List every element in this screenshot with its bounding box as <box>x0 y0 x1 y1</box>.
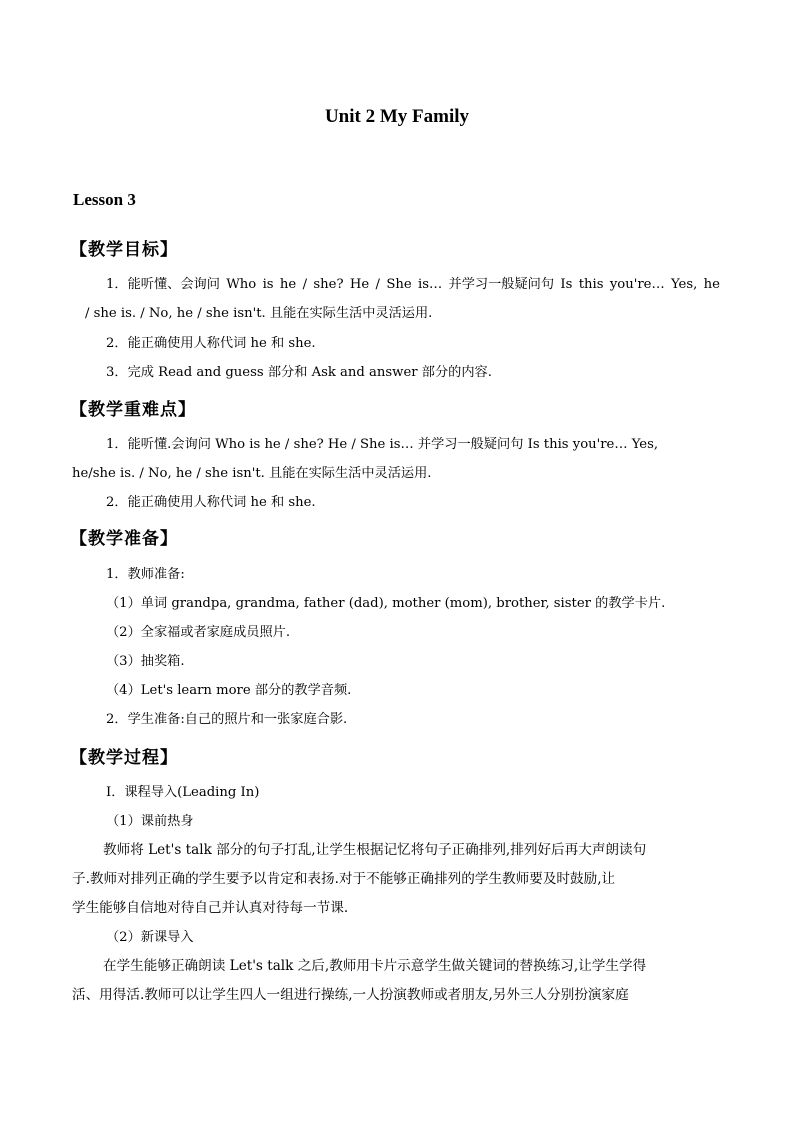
process-line-1: Ⅰ．课程导入(Leading In) <box>106 785 260 800</box>
process-paragraph-2-line-2: 活、用得活.教师可以让学生四人一组进行操练,一人扮演教师或者朋友,另外三人分别扮演家庭 <box>72 987 629 1003</box>
section-heading-key-points: 【教学重难点】 <box>70 400 196 420</box>
process-paragraph-1-line-3: 学生能够自信地对待自己并认真对待每一节课. <box>72 900 349 916</box>
key-point-line-3: 2．能正确使用人称代词 he 和 she. <box>106 495 316 510</box>
objective-line-4: 3．完成 Read and guess 部分和 Ask and answer 部分的内容. <box>106 365 492 380</box>
lesson-label: Lesson 3 <box>73 190 136 209</box>
process-paragraph-1-line-1: 教师将 Let's talk 部分的句子打乱,让学生根据记忆将句子正确排列,排列好后再大声朗读句 <box>103 842 647 858</box>
objective-line-2: / she is. / No, he / she isn't. 且能在实际生活中灵活运用. <box>85 306 433 321</box>
preparation-line-6: 2．学生准备:自己的照片和一张家庭合影. <box>106 712 348 727</box>
objective-line-1: 1．能听懂、会询问 Who is he / she? He / She is… 并学习一般疑问句 Is this you're… Yes, he <box>106 277 720 292</box>
preparation-line-2: （1）单词 grandpa, grandma, father (dad), mother (mom), brother, sister 的教学卡片. <box>106 596 666 611</box>
section-heading-objectives: 【教学目标】 <box>70 240 178 260</box>
objective-line-3: 2．能正确使用人称代词 he 和 she. <box>106 336 316 351</box>
process-paragraph-1-line-2: 子.教师对排列正确的学生要予以肯定和表扬.对于不能够正确排列的学生教师要及时鼓励,让 <box>72 871 616 887</box>
process-line-6: （2）新课导入 <box>106 930 194 945</box>
process-line-2: （1）课前热身 <box>106 814 194 829</box>
preparation-line-5: （4）Let's learn more 部分的教学音频. <box>106 683 352 698</box>
preparation-line-4: （3）抽奖箱. <box>106 654 185 669</box>
preparation-line-1: 1．教师准备: <box>106 567 185 582</box>
section-heading-preparation: 【教学准备】 <box>70 529 178 549</box>
document-title: Unit 2 My Family <box>324 106 470 127</box>
preparation-line-3: （2）全家福或者家庭成员照片. <box>106 625 291 640</box>
section-heading-process: 【教学过程】 <box>70 748 178 768</box>
key-point-line-2: he/she is. / No, he / she isn't. 且能在实际生活中灵活运用. <box>72 466 432 481</box>
process-paragraph-2-line-1: 在学生能够正确朗读 Let's talk 之后,教师用卡片示意学生做关键词的替换练习,让学生学得 <box>103 958 647 974</box>
key-point-line-1: 1．能听懂.会询问 Who is he / she? He / She is… 并学习一般疑问句 Is this you're… Yes, <box>106 437 659 452</box>
